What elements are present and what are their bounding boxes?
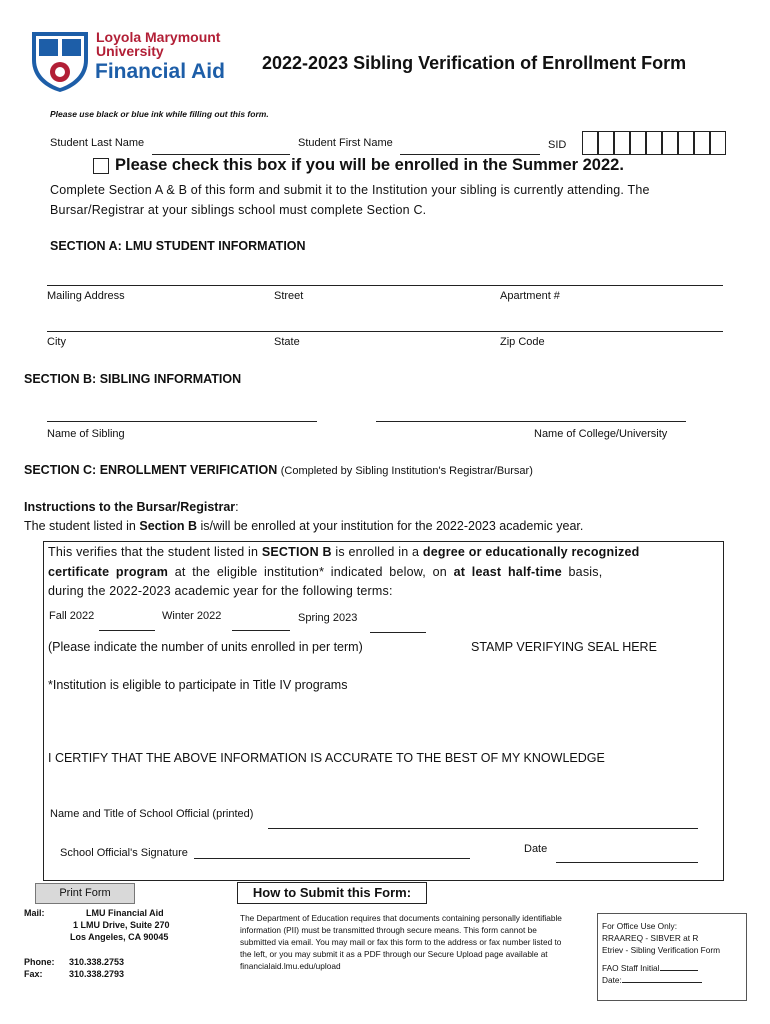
- fall-label: Fall 2022: [49, 610, 95, 622]
- verify-1b: SECTION B: [261, 545, 332, 559]
- bursar-instructions-colon: :: [235, 500, 239, 514]
- summer-check-text: Please check this box if you will be enrolled in the Summer 2022.: [115, 156, 624, 174]
- office-line2: RRAAREQ - SIBVER at R: [602, 933, 699, 943]
- mail-line3: Los Angeles, CA 90045: [70, 932, 169, 942]
- sid-digit-box[interactable]: [598, 131, 614, 155]
- spring-units-field[interactable]: [370, 632, 426, 633]
- sid-digit-box[interactable]: [710, 131, 726, 155]
- mail-line1: LMU Financial Aid: [86, 908, 164, 918]
- phone-label: Phone:: [24, 957, 55, 967]
- staff-initial-field[interactable]: [660, 970, 698, 971]
- stamp-label: STAMP VERIFYING SEAL HERE: [471, 640, 657, 654]
- verify-2c: at least half-time: [453, 565, 562, 579]
- date-field[interactable]: [556, 862, 698, 863]
- fax-number: 310.338.2793: [69, 969, 125, 979]
- instr-pre: The student listed in: [24, 519, 140, 533]
- sibling-name-field[interactable]: [47, 421, 317, 422]
- city-state-zip-field[interactable]: [47, 331, 723, 332]
- mail-label: Mail:: [24, 908, 45, 918]
- instructions-line2: Bursar/Registrar at your siblings school must complete Section C.: [50, 203, 427, 217]
- form-title: 2022-2023 Sibling Verification of Enrollment Form: [262, 53, 687, 73]
- fall-units-field[interactable]: [99, 630, 155, 631]
- date-label: Date: [524, 843, 548, 855]
- city-label: City: [47, 336, 66, 348]
- mailing-address-label: Mailing Address: [47, 290, 125, 302]
- apartment-label: Apartment #: [500, 290, 560, 302]
- office-line4: [602, 962, 742, 974]
- first-name-field[interactable]: [400, 154, 540, 155]
- zip-label: Zip Code: [500, 336, 545, 348]
- last-name-field[interactable]: [152, 154, 290, 155]
- office-date-label: Date:: [602, 975, 622, 985]
- section-a-heading: SECTION A: LMU STUDENT INFORMATION: [50, 239, 306, 253]
- verify-1d: degree or educationally recognized: [422, 545, 640, 559]
- bursar-instructions-title-row: [24, 500, 239, 514]
- verify-2b: at the eligible institution* indicated below, on: [168, 565, 454, 579]
- how-to-submit-title: How to Submit this Form:: [237, 882, 427, 904]
- winter-units-field[interactable]: [232, 630, 290, 631]
- sid-digit-box[interactable]: [646, 131, 662, 155]
- bursar-instructions-title: Instructions to the Bursar/Registrar: [24, 500, 236, 514]
- instr-post: is/will be enrolled at your institution for the 2022-2023 academic year.: [197, 519, 584, 533]
- office-line1: For Office Use Only:: [602, 921, 678, 931]
- sid-label: SID: [548, 139, 567, 151]
- lmu-shield-logo-icon: [30, 30, 90, 94]
- eligible-note: *Institution is eligible to participate in Title IV programs: [48, 678, 348, 692]
- verify-2a: certificate program: [48, 565, 169, 579]
- instr-bold: Section B: [139, 519, 198, 533]
- sid-digit-box[interactable]: [630, 131, 646, 155]
- mailing-address-field[interactable]: [47, 285, 723, 286]
- section-b-heading: SECTION B: SIBLING INFORMATION: [24, 372, 242, 386]
- sibling-name-label: Name of Sibling: [47, 428, 125, 440]
- college-name-label: Name of College/University: [534, 428, 668, 440]
- units-note: (Please indicate the number of units enrolled in per term): [48, 640, 363, 654]
- verify-line2: [48, 565, 692, 579]
- bursar-instructions-text: [24, 519, 583, 533]
- logo-text-financial-aid: Financial Aid: [95, 60, 225, 83]
- official-signature-label: School Official's Signature: [60, 847, 188, 859]
- first-name-label: Student First Name: [298, 137, 393, 149]
- state-label: State: [274, 336, 300, 348]
- sid-digit-box[interactable]: [662, 131, 678, 155]
- office-date-field[interactable]: [622, 982, 702, 983]
- certify-text: I CERTIFY THAT THE ABOVE INFORMATION IS ACCURATE TO THE BEST OF MY KNOWLEDGE: [48, 751, 605, 765]
- ink-note: Please use black or blue ink while filling out this form.: [50, 109, 269, 119]
- office-line5: [602, 974, 742, 986]
- staff-initial-label: FAO Staff Initial: [602, 963, 660, 973]
- official-signature-field[interactable]: [194, 858, 470, 859]
- sid-digit-box[interactable]: [614, 131, 630, 155]
- phone-number: 310.338.2753: [69, 957, 125, 967]
- print-form-button[interactable]: Print Form: [35, 883, 135, 904]
- office-line3: Etriev - Sibling Verification Form: [602, 945, 721, 955]
- verify-2d: basis,: [561, 565, 603, 579]
- official-name-label: Name and Title of School Official (printed): [50, 808, 254, 820]
- instructions-line1: Complete Section A & B of this form and submit it to the Institution your sibling is currently attending. The: [50, 183, 650, 197]
- section-c-heading-note: (Completed by Sibling Institution's Registrar/Bursar): [280, 465, 533, 477]
- summer-checkbox[interactable]: [93, 158, 109, 174]
- mail-line2: 1 LMU Drive, Suite 270: [73, 920, 170, 930]
- logo-text-loyola: Loyola Marymount: [96, 29, 221, 45]
- street-label: Street: [274, 290, 304, 302]
- spring-label: Spring 2023: [298, 612, 358, 624]
- fax-label: Fax:: [24, 969, 43, 979]
- office-use-box: [597, 913, 747, 1001]
- sid-digit-box[interactable]: [678, 131, 694, 155]
- sid-digit-box[interactable]: [694, 131, 710, 155]
- college-name-field[interactable]: [376, 421, 686, 422]
- section-c-heading: SECTION C: ENROLLMENT VERIFICATION: [24, 463, 278, 477]
- last-name-label: Student Last Name: [50, 137, 145, 149]
- verify-1a: This verifies that the student listed in: [48, 545, 262, 559]
- logo-text-university: University: [96, 43, 164, 59]
- doe-notice: The Department of Education requires that documents containing personally identifiable information (PII) must be transmitted through secure means. This form cannot be submitted via email. You may mail or fax this form to the address or fax number listed to the left, or you may submit it as a PDF through our Secure Upload page available at financialaid.lmu.edu/upload: [240, 913, 562, 971]
- verify-line3: during the 2022-2023 academic year for the following terms:: [48, 584, 393, 598]
- sid-digit-box[interactable]: [582, 131, 598, 155]
- section-c-heading-row: [24, 463, 533, 477]
- verify-line1: [48, 545, 639, 559]
- verify-1c: is enrolled in a: [331, 545, 423, 559]
- official-name-field[interactable]: [268, 828, 698, 829]
- winter-label: Winter 2022: [162, 610, 222, 622]
